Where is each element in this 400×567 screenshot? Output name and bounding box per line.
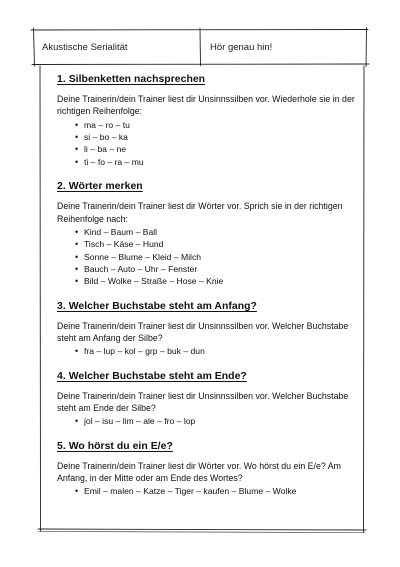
- section-title: 2. Wörter merken: [57, 181, 143, 193]
- section-title: 4. Welcher Buchstabe steht am Ende?: [57, 370, 247, 382]
- section-3: [57, 301, 357, 358]
- section-title: 1. Silbenketten nachsprechen: [57, 74, 206, 85]
- list-item: • jol – isu – lim – ale – fro – lop: [75, 415, 357, 427]
- item-list: [57, 119, 357, 169]
- item-list: [57, 226, 357, 288]
- list-item: • si – bo – ka: [75, 131, 357, 143]
- section-instructions: Deine Trainerin/dein Trainer liest dir Unsinnssilben vor. Wiederhole sie in der richtigen Reihenfolge:: [57, 94, 355, 117]
- section-instructions: Deine Trainerin/dein Trainer liest dir Unsinnssilben vor. Welcher Buchstabe steht am Ende der Silbe?: [57, 390, 349, 414]
- header-topic: Akustische Serialität: [42, 41, 128, 53]
- item-list: [57, 485, 357, 497]
- section-instructions: Deine Trainerin/dein Trainer liest dir Wörter vor. Sprich sie in der richtigen Reihenfolge nach:: [57, 201, 343, 224]
- section-title: 5. Wo hörst du ein E/e?: [57, 440, 173, 452]
- list-item: • ma – ro – tu: [75, 119, 357, 131]
- section-1: [57, 74, 357, 168]
- list-item: • Sonne – Blume – Kleid – Milch: [75, 251, 357, 263]
- list-item: • Bild – Wolke – Straße – Hose – Knie: [75, 275, 357, 287]
- list-item: • Kind – Baum – Ball: [75, 226, 357, 238]
- header-motto: Hör genau hin!: [210, 41, 273, 53]
- list-item: • Emil – malen – Katze – Tiger – kaufen – Blume – Wolke: [75, 485, 357, 497]
- item-list: [57, 415, 357, 427]
- section-4: [57, 371, 357, 428]
- list-item: • Bauch – Auto – Uhr – Fenster: [75, 263, 357, 275]
- section-2: [57, 181, 357, 288]
- worksheet-content: [57, 74, 357, 511]
- list-item: • li – ba – ne: [75, 143, 357, 155]
- header: [34, 30, 366, 64]
- item-list: [57, 345, 357, 357]
- section-instructions: Deine Trainerin/dein Trainer liest dir Wörter vor. Wo hörst du ein E/e? Am Anfang, in der Mitte oder am Ende des Wortes?: [57, 460, 341, 484]
- list-item: • ti – fo – ra – mu: [75, 156, 357, 168]
- section-instructions: Deine Trainerin/dein Trainer liest dir Unsinnssilben vor. Welcher Buchstabe steht am Anfang der Silbe?: [57, 320, 349, 344]
- content-box: [40, 66, 41, 531]
- list-item: • fra – lup – kol – grp – buk – dun: [75, 345, 357, 357]
- list-item: • Tisch – Käse – Hund: [75, 238, 357, 250]
- section-title: 3. Welcher Buchstabe steht am Anfang?: [57, 300, 257, 312]
- section-5: [57, 441, 357, 498]
